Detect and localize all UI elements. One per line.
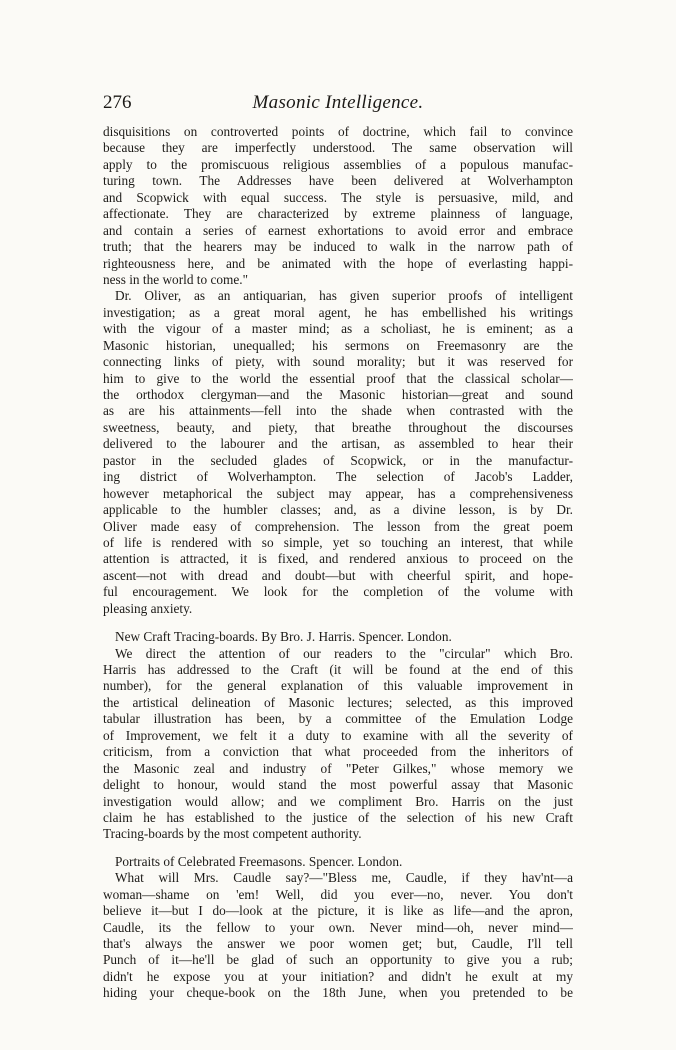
text-line: Tracing-boards by the most competent authority. — [103, 826, 362, 842]
text-line: Dr. Oliver, as an antiquarian, has given superior proofs of intelligent — [115, 288, 573, 304]
section-gap — [103, 843, 573, 854]
text-line: and Scopwick with equal success. The style is persuasive, mild, and — [103, 189, 573, 205]
text-line: connecting links of piety, with sound morality; but it was reserved for — [103, 354, 573, 370]
text-line: righteousness here, and be animated with the hope of everlasting happi- — [103, 255, 573, 271]
text-line: We direct the attention of our readers to the "circular" which Bro. — [115, 645, 573, 661]
section-gap — [103, 617, 573, 629]
text-line: ness in the world to come." — [103, 271, 249, 287]
text-line: ing district of Wolverhampton. The selection of Jacob's Ladder, — [103, 469, 573, 485]
text-line: ascent—not with dread and doubt—but with cheerful spirit, and hope- — [103, 567, 573, 583]
text-line: What will Mrs. Caudle say?—"Bless me, Caudle, if they hav'nt—a — [115, 870, 573, 886]
text-line: of life is rendered with so simple, yet so touching an interest, that while — [103, 534, 573, 550]
text-line: claim he has established to the justice of the selection of his new Craft — [103, 809, 573, 825]
text-line: disquisitions on controverted points of doctrine, which fail to convince — [103, 124, 573, 139]
review-heading: New Craft Tracing-boards. By Bro. J. Harris. Spencer. London. — [115, 629, 452, 645]
text-line: investigation would allow; and we compliment Bro. Harris on the just — [103, 793, 573, 809]
text-line: believe it—but I do—look at the picture, it is like as life—and the apron, — [103, 903, 573, 919]
text-line: apply to the promiscuous religious assemblies of a populous manufac- — [103, 156, 573, 172]
text-line: that's always the answer we poor women get; but, Caudle, I'll tell — [103, 936, 573, 951]
text-line: applicable to the humbler classes; and, as a divine lesson, is by Dr. — [103, 502, 573, 518]
text-line: woman—shame on 'em! Well, did you ever—no, never. You don't — [103, 886, 573, 902]
text-line: pleasing anxiety. — [103, 600, 193, 616]
text-line: tabular illustration has been, by a committee of the Emulation Lodge — [103, 711, 573, 727]
text-line: however metaphorical the subject may appear, has a comprehensiveness — [103, 485, 573, 501]
text-line: sweetness, beauty, and piety, that breathe throughout the discourses — [103, 419, 573, 435]
page-header — [103, 92, 573, 120]
text-line: with the vigour of a master mind; as a scholiast, he is eminent; as a — [103, 321, 573, 337]
text-line: Oliver made easy of comprehension. The lesson from the great poem — [103, 518, 573, 534]
text-line: delivered to the labourer and the artisan, as assembled to hear their — [103, 436, 573, 452]
text-line: and contain a series of earnest exhortations to avoid error and embrace — [103, 222, 573, 238]
text-line: the orthodox clergyman—and the Masonic historian—great and sound — [103, 387, 573, 402]
text-line: the artistical delineation of Masonic lectures; selected, as this improved — [103, 694, 573, 710]
text-line: as are his attainments—fell into the shade when contrasted with the — [103, 403, 573, 419]
text-line: the Masonic zeal and industry of "Peter Gilkes," whose memory we — [103, 760, 573, 776]
text-line: Caudle, its the fellow to your own. Never mind—oh, never mind— — [103, 919, 573, 935]
text-line: pastor in the secluded glades of Scopwick, or in the manufactur- — [103, 452, 573, 468]
text-line: because they are imperfectly understood. The same observation will — [103, 140, 573, 156]
text-line: criticism, from a conviction that what proceeded from the inheritors of — [103, 744, 573, 760]
text-line: Masonic historian, unequalled; his sermons on Freemasonry are the — [103, 337, 573, 353]
text-line: attention is attracted, it is fixed, and rendered anxious to proceed on the — [103, 551, 573, 567]
text-line: turing town. The Addresses have been delivered at Wolverhampton — [103, 173, 573, 189]
page-number: 276 — [103, 92, 132, 113]
running-title: Masonic Intelligence. — [252, 92, 424, 113]
text-line: number), for the general explanation of this valuable improvement in — [103, 678, 573, 694]
text-line: hiding your cheque-book on the 18th June, when you pretended to be — [103, 985, 573, 1001]
text-line: delight to honour, would stand the most powerful assay that Masonic — [103, 777, 573, 793]
text-line: truth; that the hearers may be induced to walk in the narrow path of — [103, 239, 573, 255]
review-heading: Portraits of Celebrated Freemasons. Spencer. London. — [115, 853, 403, 869]
text-line: Harris has addressed to the Craft (it will be found at the end of this — [103, 662, 573, 677]
text-line: him to give to the world the essential proof that the classical scholar— — [103, 370, 573, 386]
text-line: ful encouragement. We look for the completion of the volume with — [103, 584, 573, 600]
text-line: didn't he expose you at your initiation? and didn't he exult at my — [103, 968, 573, 984]
text-line: Punch of it—he'll be glad of such an opportunity to give you a rub; — [103, 952, 573, 968]
text-line: affectionate. They are characterized by extreme plainness of language, — [103, 206, 573, 222]
page-body — [103, 124, 573, 1002]
text-line: investigation; as a great moral agent, he has embellished his writings — [103, 304, 573, 320]
text-line: of Improvement, we felt it a duty to examine with all the severity of — [103, 727, 573, 743]
